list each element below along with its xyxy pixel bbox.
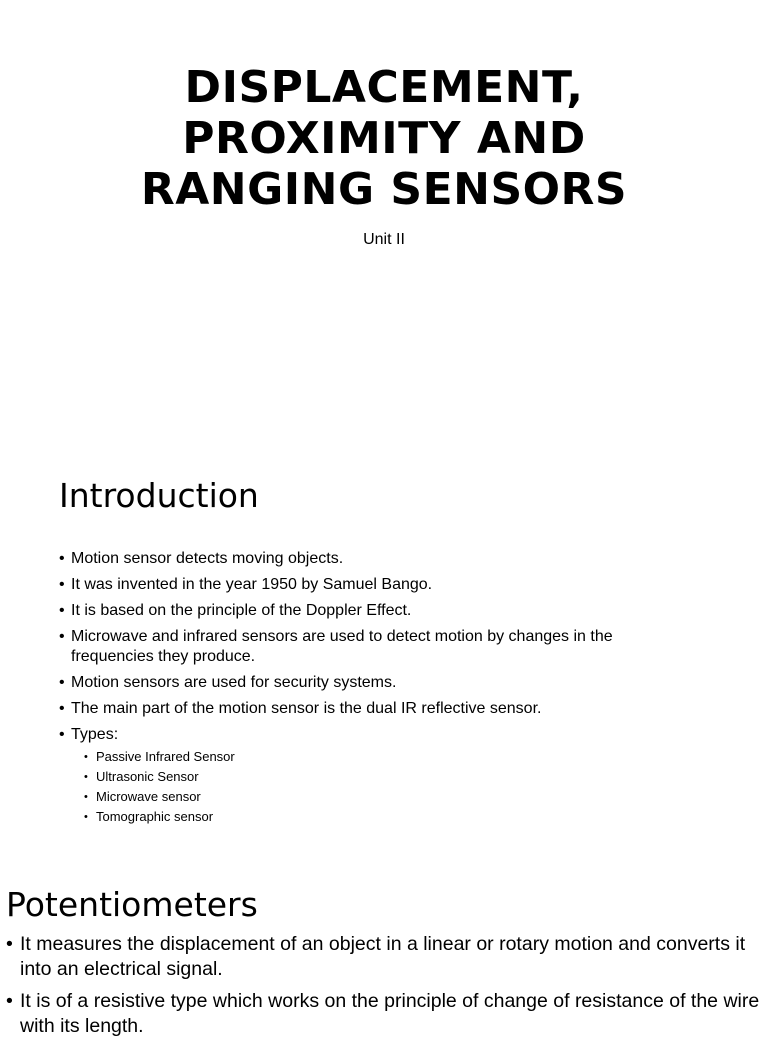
type-item: • Tomographic sensor [71,807,679,827]
introduction-bullet-types [59,725,679,827]
introduction-bullet: • Motion sensors are used for security systems. [59,673,679,693]
potentiometers-heading: Potentiometers [6,885,258,924]
main-title [0,62,768,215]
introduction-bullet: • The main part of the motion sensor is the dual IR reflective sensor. [59,699,679,719]
subtitle: Unit II [363,231,405,248]
potentiometers-bullet: • It measures the displacement of an object in a linear or rotary motion and converts it into an electrical signal. [6,932,762,982]
type-item: • Passive Infrared Sensor [71,747,679,767]
type-item: • Microwave sensor [71,787,679,807]
main-title-line: DISPLACEMENT, [184,62,584,113]
main-title-line: RANGING SENSORS [140,164,628,215]
types-sub-list [71,747,679,827]
introduction-bullet: • It is based on the principle of the Doppler Effect. [59,601,679,621]
main-title-line: PROXIMITY AND [182,113,586,164]
introduction-slide [0,440,768,840]
introduction-bullet: • It was invented in the year 1950 by Samuel Bango. [59,575,679,595]
types-label: Types: [71,726,119,743]
potentiometers-slide [0,870,768,1037]
title-slide [0,0,768,420]
introduction-bullet: • Motion sensor detects moving objects. [59,549,679,569]
introduction-bullet: • Microwave and infrared sensors are used to detect motion by changes in the frequencies they produce. [59,627,679,667]
type-item: • Ultrasonic Sensor [71,767,679,787]
introduction-bullet-list [59,549,679,833]
introduction-heading: Introduction [59,476,259,515]
potentiometers-bullet-list [6,932,762,1046]
potentiometers-bullet: • It is of a resistive type which works on the principle of change of resistance of the wire with its length. [6,989,762,1039]
